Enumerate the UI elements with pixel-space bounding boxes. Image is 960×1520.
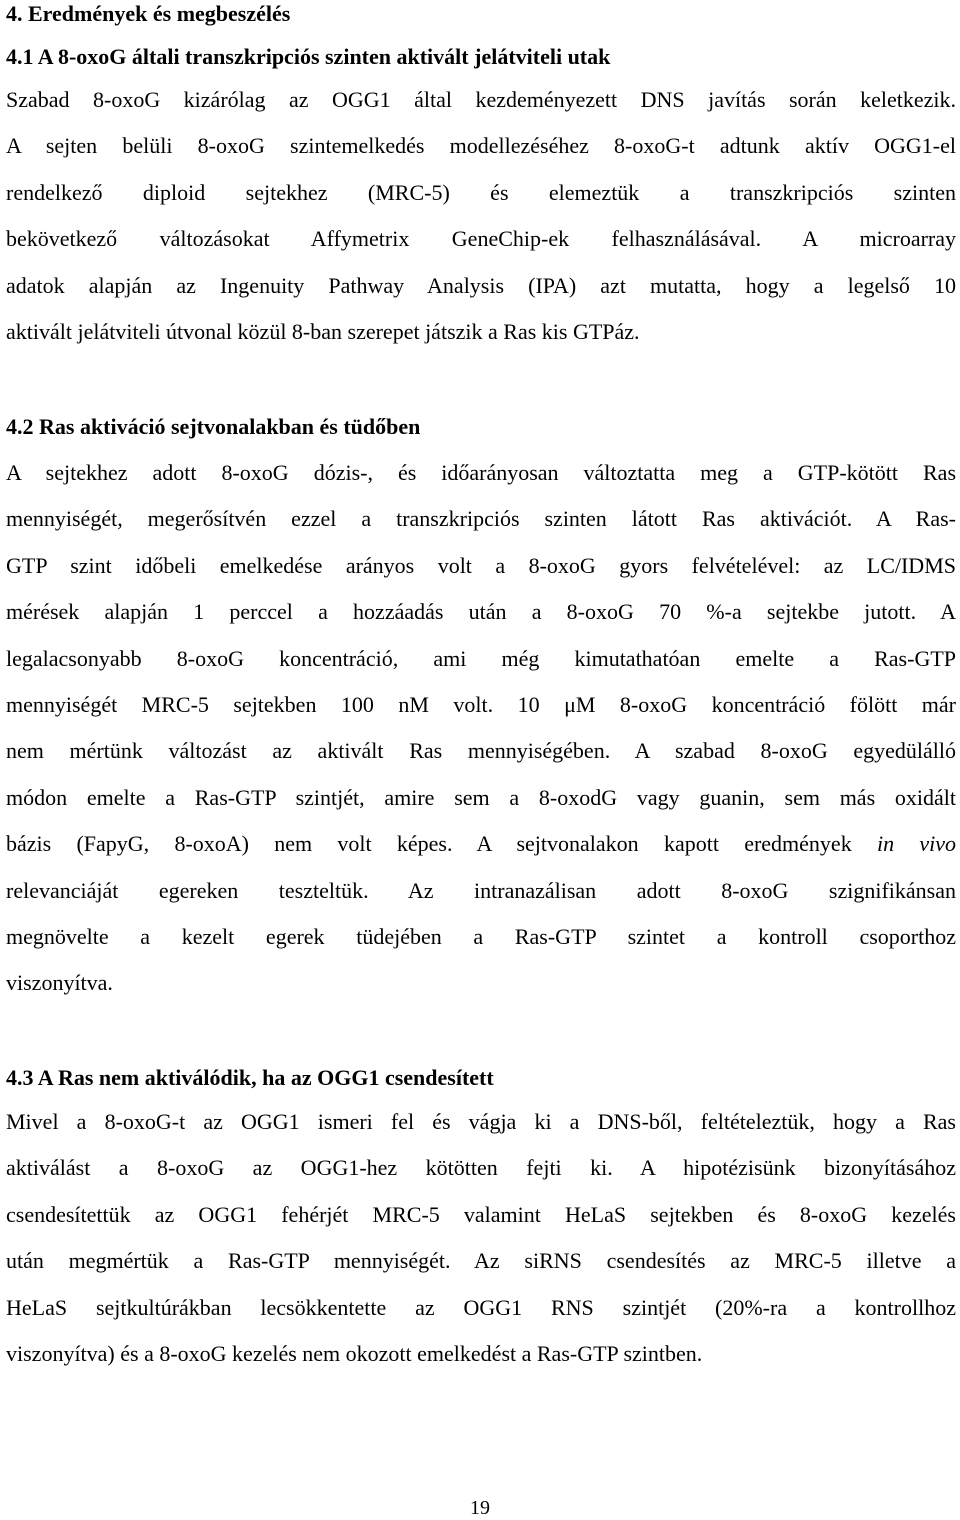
section-heading-4-3: 4.3 A Ras nem aktiválódik, ha az OGG1 csendesített	[6, 1065, 494, 1090]
paragraph-line: mennyiségét, megerősítvén ezzel a transzkripciós szinten látott Ras aktivációt. A Ras-	[6, 506, 956, 532]
paragraph-line: relevanciáját egereken teszteltük. Az intranazálisan adott 8-oxoG szignifikánsan	[6, 877, 956, 903]
paragraph-line: Szabad 8-oxoG kizárólag az OGG1 által kezdeményezett DNS javítás során keletkezik.	[6, 87, 956, 112]
section-heading-4-2: 4.2 Ras aktiváció sejtvonalakban és tüdőben	[6, 414, 421, 439]
paragraph-line: HeLaS sejtkultúrákban lecsökkentette az OGG1 RNS szintjét (20%-ra a kontrollhoz	[6, 1294, 956, 1320]
paragraph-line: aktivált jelátviteli útvonal közül 8-ban szerepet játszik a Ras kis GTPáz.	[6, 318, 640, 344]
page-number: 19	[470, 1497, 490, 1519]
paragraph-line: GTP szint időbeli emelkedése arányos volt a 8-oxoG gyors felvételével: az LC/IDMS	[6, 552, 956, 578]
paragraph-line: módon emelte a Ras-GTP szintjét, amire sem a 8-oxodG vagy guanin, sem más oxidált	[6, 784, 956, 810]
paragraph-line: megnövelte a kezelt egerek tüdejében a Ras-GTP szintet a kontroll csoporthoz	[6, 923, 956, 949]
section-4-1-paragraph	[6, 77, 956, 355]
section-4-3-paragraph	[6, 1099, 956, 1377]
line-text: bázis (FapyG, 8-oxoA) nem volt képes. A sejtvonalakon kapott eredmények	[6, 831, 852, 857]
chapter-title: 4. Eredmények és megbeszélés	[6, 1, 291, 26]
paragraph-line: A sejtekhez adott 8-oxoG dózis-, és időarányosan változtatta meg a GTP-kötött Ras	[6, 460, 956, 485]
section-heading-4-1: 4.1 A 8-oxoG általi transzkripciós szinten aktivált jelátviteli utak	[6, 44, 611, 69]
paragraph-line: viszonyítva.	[6, 970, 113, 996]
paragraph-line: csendesítettük az OGG1 fehérjét MRC-5 valamint HeLaS sejtekben és 8-oxoG kezelés	[6, 1201, 956, 1227]
paragraph-line: bekövetkező változásokat Affymetrix GeneChip-ek felhasználásával. A microarray	[6, 226, 956, 252]
paragraph-line-with-italic	[6, 821, 956, 867]
italic-phrase: in vivo	[876, 831, 957, 857]
paragraph-line: mennyiségét MRC-5 sejtekben 100 nM volt. 10 μM 8-oxoG koncentráció fölött már	[6, 691, 956, 717]
paragraph-line: A sejten belüli 8-oxoG szintemelkedés modellezéséhez 8-oxoG-t adtunk aktív OGG1-el	[6, 133, 956, 159]
paragraph-line: legalacsonyabb 8-oxoG koncentráció, ami még kimutathatóan emelte a Ras-GTP	[6, 645, 956, 671]
paragraph-line: után megmértük a Ras-GTP mennyiségét. Az siRNS csendesítés az MRC-5 illetve a	[6, 1248, 956, 1274]
section-4-2-paragraph	[6, 450, 956, 1007]
paragraph-line: adatok alapján az Ingenuity Pathway Analysis (IPA) azt mutatta, hogy a legelső 10	[6, 272, 956, 298]
paragraph-line: aktiválást a 8-oxoG az OGG1-hez kötötten fejti ki. A hipotézisünk bizonyításához	[6, 1155, 956, 1181]
paragraph-line: viszonyítva) és a 8-oxoG kezelés nem okozott emelkedést a Ras-GTP szintben.	[6, 1340, 703, 1366]
paragraph-line: mérések alapján 1 perccel a hozzáadás után a 8-oxoG 70 %-a sejtekbe jutott. A	[6, 599, 956, 625]
paragraph-line: rendelkező diploid sejtekhez (MRC-5) és elemeztük a transzkripciós szinten	[6, 179, 956, 205]
paragraph-line: nem mértünk változást az aktivált Ras mennyiségében. A szabad 8-oxoG egyedülálló	[6, 738, 956, 764]
paragraph-line: Mivel a 8-oxoG-t az OGG1 ismeri fel és vágja ki a DNS-ből, feltételeztük, hogy a Ras	[6, 1109, 956, 1134]
